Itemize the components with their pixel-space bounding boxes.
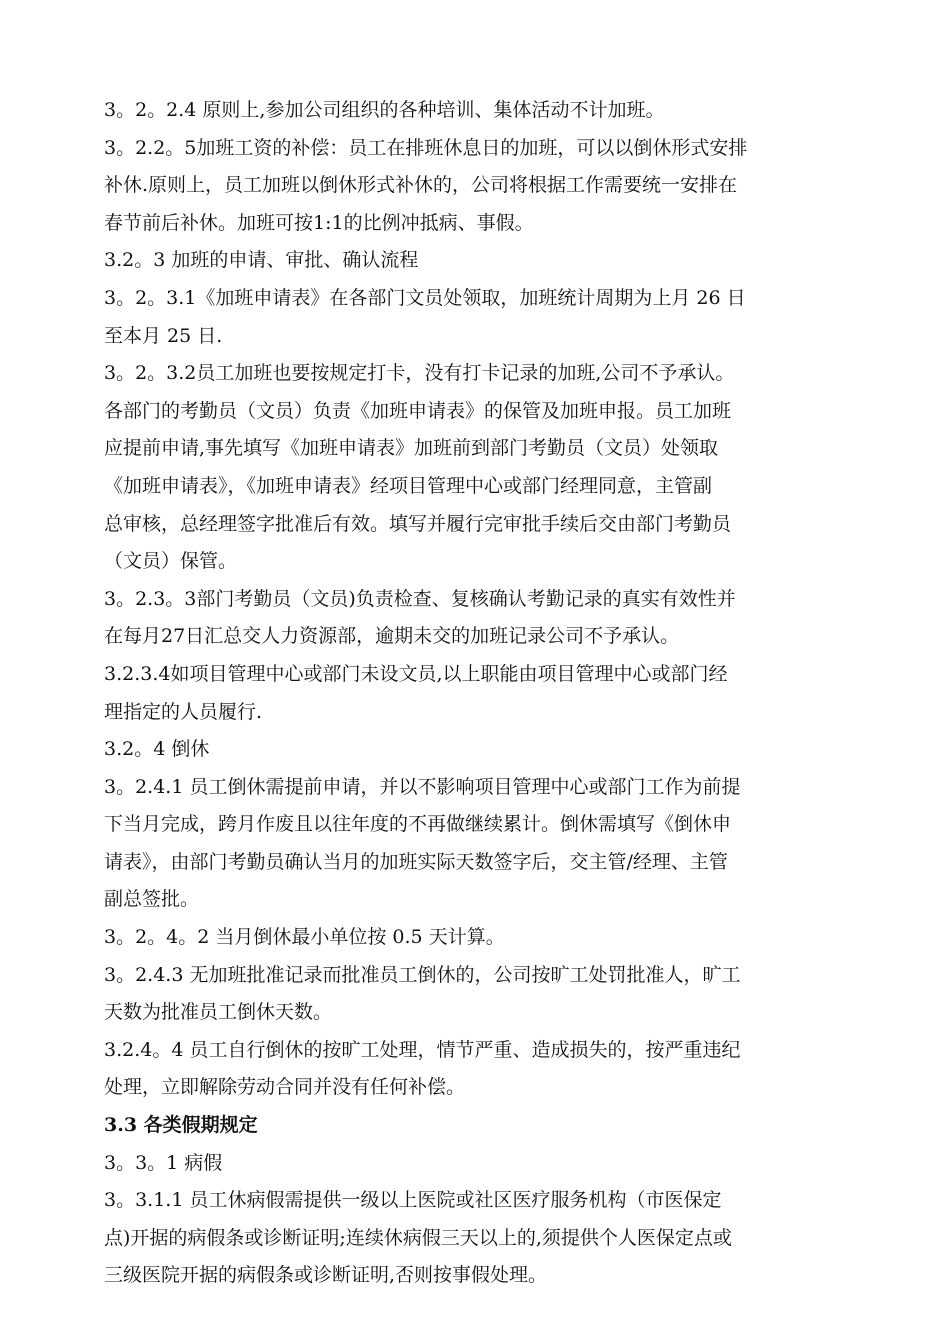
paragraph-p-3-3-1-1 — [104, 1182, 854, 1295]
text-line: 三级医院开据的病假条或诊断证明,否则按事假处理。 — [104, 1264, 548, 1287]
text-line: 各部门的考勤员（文员）负责《加班申请表》的保管及加班申报。员工加班 — [104, 399, 732, 422]
text-line: 3。2。3.1《加班申请表》在各部门文员处领取，加班统计周期为上月 26 日 — [104, 286, 746, 309]
text-line: 3。2.4.1 员工倒休需提前申请，并以不影响项目管理中心或部门工作为前提 — [104, 775, 741, 798]
text-line: 点)开据的病假条或诊断证明;连续休病假三天以上的,须提供个人医保定点或 — [104, 1226, 732, 1249]
paragraph-p-3-2-3-3 — [104, 581, 854, 656]
text-line: 3.2.4。4 员工自行倒休的按旷工处理，情节严重、造成损失的，按严重违纪 — [104, 1038, 741, 1061]
text-line: 理指定的人员履行. — [104, 700, 263, 723]
paragraph-p-3-2-4-4 — [104, 1032, 854, 1107]
paragraph-p-3-2-3-1 — [104, 280, 854, 355]
text-line: 处理，立即解除劳动合同并没有任何补偿。 — [104, 1076, 466, 1099]
text-line: 3。2.3。3部门考勤员（文员)负责检查、复核确认考勤记录的真实有效性并 — [104, 587, 736, 610]
paragraph-p-3-2-3-4 — [104, 656, 854, 731]
paragraph-p-3-2-4-1 — [104, 769, 854, 919]
text-line: 3。2.4.3 无加班批准记录而批准员工倒休的，公司按旷工处罚批准人，旷工 — [104, 963, 741, 986]
text-line: 天数为批准员工倒休天数。 — [104, 1001, 333, 1024]
paragraph-p-3-2-4 — [104, 731, 854, 769]
text-line: （文员）保管。 — [104, 550, 238, 573]
text-line: 春节前后补休。加班可按1:1的比例冲抵病、事假。 — [104, 211, 534, 234]
text-line: 3。3。1 病假 — [104, 1151, 223, 1174]
text-line: 3。2。2.4 原则上,参加公司组织的各种培训、集体活动不计加班。 — [104, 99, 665, 121]
text-line: 3.3 各类假期规定 — [104, 1114, 258, 1137]
text-line: 3.2。3 加班的申请、审批、确认流程 — [104, 249, 419, 272]
text-line: 在每月27日汇总交人力资源部，逾期未交的加班记录公司不予承认。 — [104, 625, 680, 648]
text-line: 3.2。4 倒休 — [104, 738, 210, 761]
text-line: 3.2.3.4如项目管理中心或部门未设文员,以上职能由项目管理中心或部门经 — [104, 662, 728, 685]
paragraph-p-3-3-1 — [104, 1145, 854, 1183]
text-line: 请表》，由部门考勤员确认当月的加班实际天数签字后，交主管/经理、主管 — [104, 850, 728, 873]
paragraph-p-3-2-3-2 — [104, 355, 854, 581]
text-line: 《加班申请表》，《加班申请表》经项目管理中心或部门经理同意，主管副 — [104, 474, 713, 497]
text-line: 至本月 25 日. — [104, 324, 223, 347]
text-line: 3。3.1.1 员工休病假需提供一级以上医院或社区医疗服务机构（市医保定 — [104, 1189, 722, 1212]
paragraph-p-3-2-4-2 — [104, 919, 854, 957]
text-line: 应提前申请,事先填写《加班申请表》加班前到部门考勤员（文员）处领取 — [104, 437, 719, 460]
paragraph-p-3-2-3 — [104, 242, 854, 280]
text-line: 下当月完成，跨月作废且以往年度的不再做继续累计。倒休需填写《倒休申 — [104, 813, 732, 836]
text-line: 总审核，总经理签字批准后有效。填写并履行完审批手续后交由部门考勤员 — [104, 512, 732, 535]
text-line: 3。2。3.2员工加班也要按规定打卡，没有打卡记录的加班,公司不予承认。 — [104, 362, 735, 385]
text-line: 3。2。4。2 当月倒休最小单位按 0.5 天计算。 — [104, 926, 505, 949]
text-line: 补休.原则上，员工加班以倒休形式补休的，公司将根据工作需要统一安排在 — [104, 174, 738, 197]
paragraph-p-3-2-2-4 — [104, 92, 854, 130]
text-line: 副总签批。 — [104, 888, 200, 911]
paragraph-p-3-2-4-3 — [104, 957, 854, 1032]
text-line: 3。2.2。5加班工资的补偿：员工在排班休息日的加班，可以以倒休形式安排 — [104, 136, 748, 159]
section-heading — [104, 1107, 854, 1145]
paragraph-p-3-2-2-5 — [104, 130, 854, 243]
